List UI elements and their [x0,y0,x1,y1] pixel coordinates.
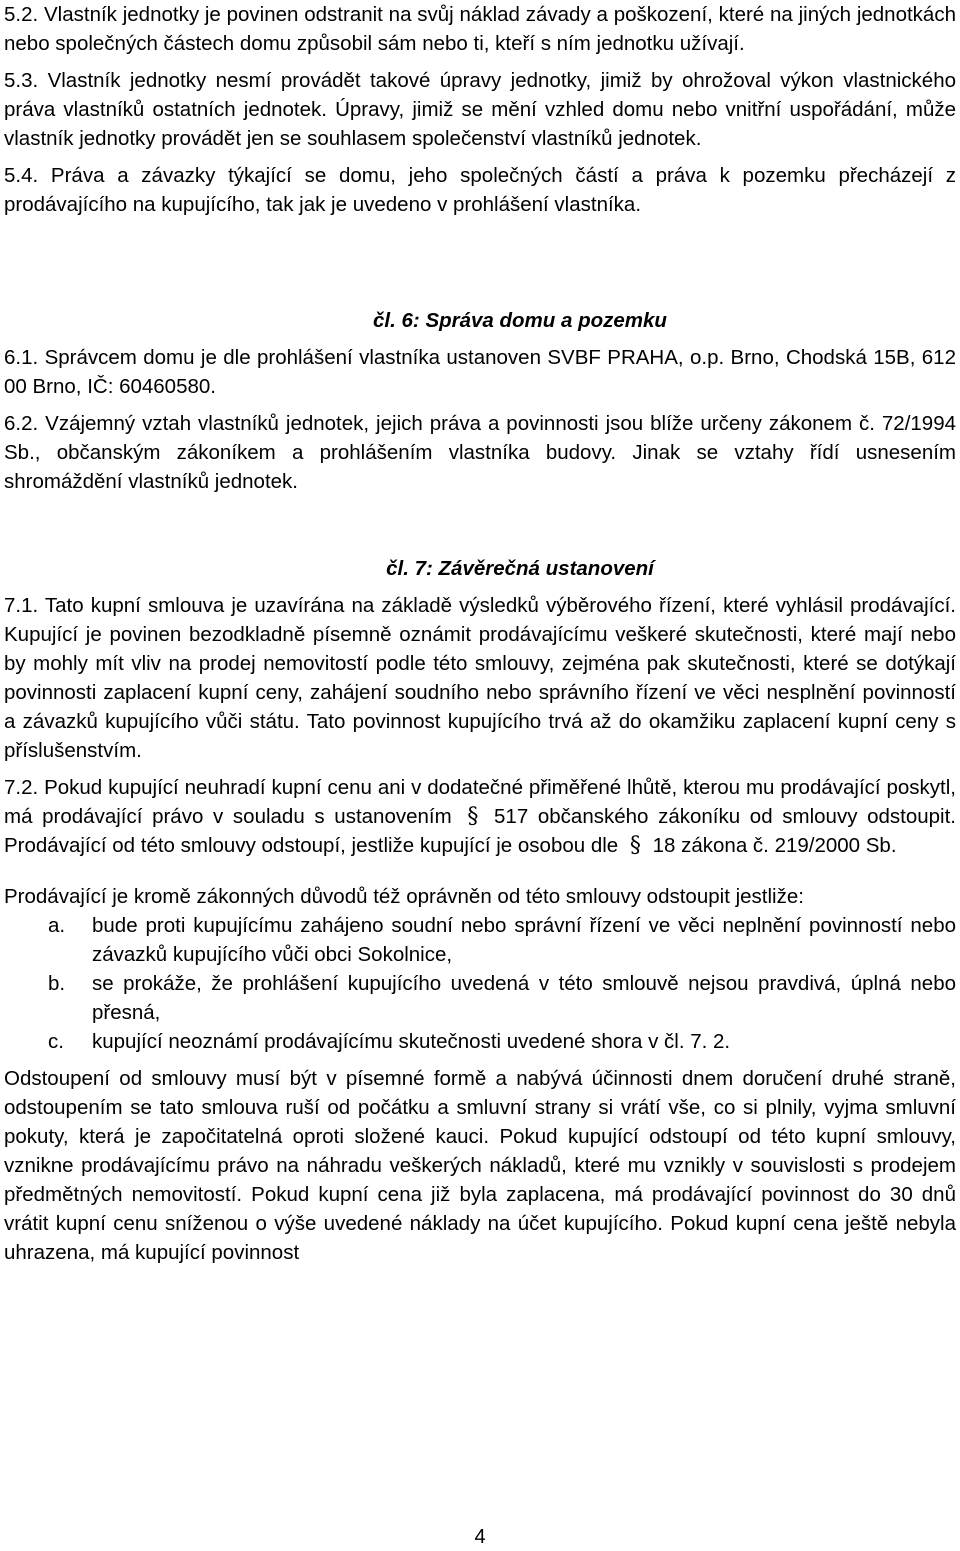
paragraph-5-4: 5.4. Práva a závazky týkající se domu, jeho společných částí a práva k pozemku přecházejí z prodávajícího na kupujícího, tak jak je uvedeno v prohlášení vlastníka. [4,164,956,216]
withdrawal-reasons-list [4,911,956,1056]
list-item [4,911,956,969]
page-number: 4 [474,1526,486,1548]
section-sign-icon: § [629,833,641,858]
paragraph-7-2-part-c: 18 zákona č. 219/2000 Sb. [652,834,897,857]
paragraph-5-3: 5.3. Vlastník jednotky nesmí provádět takové úpravy jednotky, jimiž by ohrožoval výkon vlastnického práva vlastníků ostatních jednotek. Úpravy, jimiž se mění vzhled domu nebo vnitřní uspořádání, může vlastník jednotky provádět jen se souhlasem společenství vlastníků jednotek. [4,69,956,150]
heading-article-6: čl. 6: Správa domu a pozemku [373,309,667,332]
list-item [4,1027,956,1056]
section-sign-icon: § [467,804,479,829]
list-item [4,969,956,1027]
heading-article-7: čl. 7: Závěrečná ustanovení [386,557,654,580]
list-item-text: se prokáže, že prohlášení kupujícího uvedená v této smlouvě nejsou pravdivá, úplná nebo přesná, [92,972,956,1024]
list-marker: c. [48,1030,64,1053]
list-item-text: bude proti kupujícímu zahájeno soudní nebo správní řízení ve věci neplnění povinností nebo závazků kupujícího vůči obci Sokolnice, [92,914,956,966]
list-marker: a. [48,914,66,937]
paragraph-withdrawal-terms: Odstoupení od smlouvy musí být v písemné formě a nabývá účinnosti dnem doručení druhé straně, odstoupením se tato smlouva ruší od počátku a smluvní strany si vrátí vše, co si plnily, vyjma smluvní pokuty, která je započitatelná oproti složené kauci. Pokud kupující odstoupí od této kupní smlouvy, vznikne prodávajícímu právo na náhradu veškerých nákladů, které mu vznikly v souvislosti s prodejem předmětných nemovitostí. Pokud kupní cena již byla zaplacena, má prodávající povinnost do 30 dnů vrátit kupní cenu sníženou o výše uvedené náklady na účet kupujícího. Pokud kupní cena ještě nebyla uhrazena, má kupující povinnost [4,1067,956,1264]
paragraph-7-2-part-b: 517 občanského zákoníku od smlouvy odstoupit. Prodávající od této smlouvy odstoupí, jestliže kupující je osobou dle [4,805,957,857]
paragraph-withdrawal-intro: Prodávající je kromě zákonných důvodů též oprávněn od této smlouvy odstoupit jestliže: [4,885,804,908]
paragraph-7-1: 7.1. Tato kupní smlouva je uzavírána na základě výsledků výběrového řízení, které vyhlásil prodávající. Kupující je povinen bezodkladně písemně oznámit prodávajícímu veškeré skutečnosti, které mají nebo by mohly mít vliv na prodej nemovitostí podle této smlouvy, zejména pak skutečnosti, které se dotýkají povinnosti zaplacení kupní ceny, zahájení soudního nebo správního řízení ve věci nesplnění povinností a závazků kupujícího vůči státu. Tato povinnost kupujícího trvá až do okamžiku zaplacení kupní ceny s příslušenstvím. [4,594,956,762]
document-page [4,0,956,1267]
paragraph-7-2 [4,773,956,860]
list-marker: b. [48,972,66,995]
paragraph-7-2-part-a: 7.2. Pokud kupující neuhradí kupní cenu ani v dodatečné přiměřené lhůtě, kterou mu prodávající poskytl, má prodávající právo v souladu s ustanovením [4,776,956,828]
list-item-text: kupující neoznámí prodávajícímu skutečnosti uvedené shora v čl. 7. 2. [92,1030,731,1053]
paragraph-6-1: 6.1. Správcem domu je dle prohlášení vlastníka ustanoven SVBF PRAHA, o.p. Brno, Chodská 15B, 612 00 Brno, IČ: 60460580. [4,346,956,398]
paragraph-6-2: 6.2. Vzájemný vztah vlastníků jednotek, jejich práva a povinnosti jsou blíže určeny zákonem č. 72/1994 Sb., občanským zákoníkem a prohlášením vlastníka budovy. Jinak se vztahy řídí usnesením shromáždění vlastníků jednotek. [4,412,956,493]
paragraph-5-2: 5.2. Vlastník jednotky je povinen odstranit na svůj náklad závady a poškození, které na jiných jednotkách nebo společných částech domu způsobil sám nebo ti, kteří s ním jednotku užívají. [4,3,956,55]
